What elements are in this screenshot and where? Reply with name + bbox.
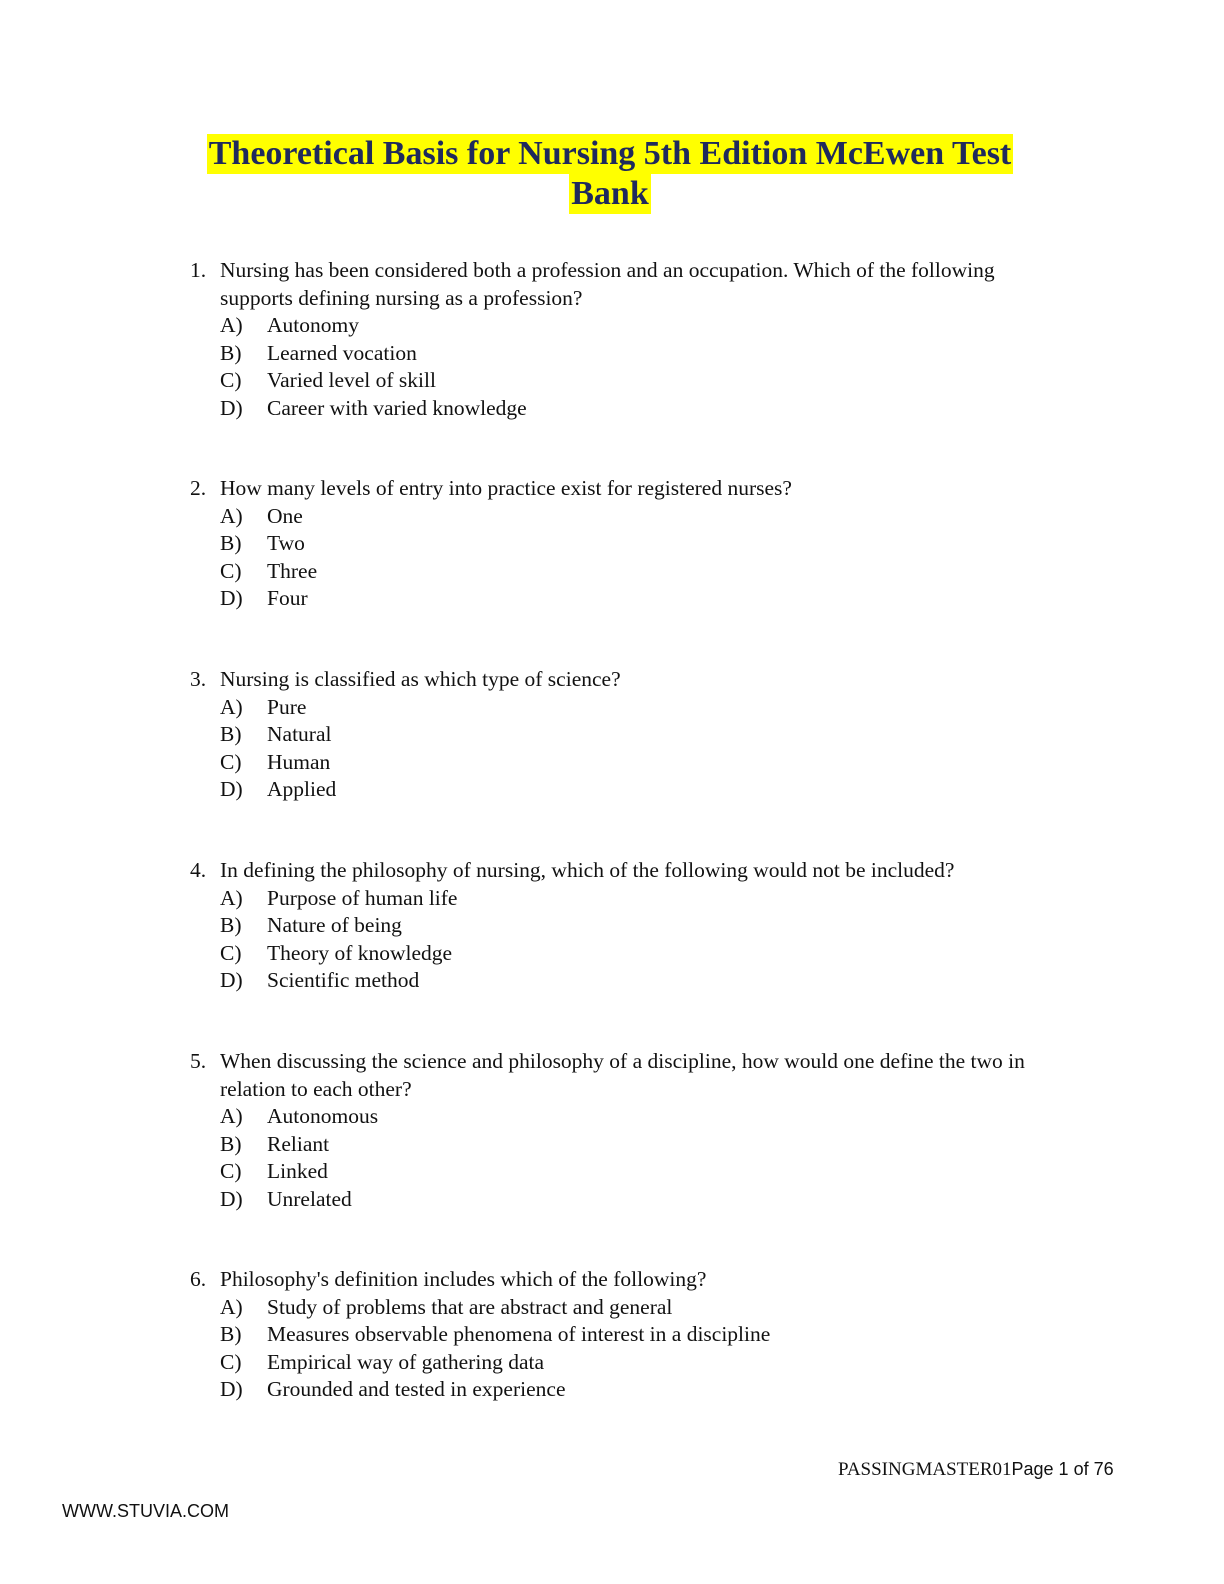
option-b xyxy=(220,1321,1070,1349)
option-text: Four xyxy=(267,586,308,610)
question-4 xyxy=(190,857,1070,1048)
option-c xyxy=(220,558,1070,586)
option-letter: A) xyxy=(220,1104,243,1128)
option-b xyxy=(220,530,1070,558)
option-d xyxy=(220,585,1070,613)
question-list xyxy=(190,257,1070,1404)
option-letter: C) xyxy=(220,1349,242,1374)
question-1 xyxy=(190,257,1070,475)
option-letter: B) xyxy=(220,722,242,746)
option-letter: C) xyxy=(220,368,242,392)
option-a xyxy=(220,312,1070,340)
option-a xyxy=(220,885,1070,913)
question-text: How many levels of entry into practice exist for registered nurses? xyxy=(220,476,792,500)
option-d xyxy=(220,395,1070,423)
option-letter: B) xyxy=(220,913,242,937)
option-list xyxy=(220,694,1070,804)
option-text: Grounded and tested in experience xyxy=(267,1377,566,1401)
option-letter: A) xyxy=(220,694,243,719)
option-text: Applied xyxy=(267,777,337,801)
question-number: 3. xyxy=(190,667,207,691)
option-b xyxy=(220,721,1070,749)
option-list xyxy=(220,1103,1070,1213)
option-list xyxy=(220,312,1070,422)
title-line-2: Bank xyxy=(571,175,649,212)
option-text: Varied level of skill xyxy=(267,368,436,392)
option-text: Reliant xyxy=(267,1131,330,1156)
option-text: Theory of knowledge xyxy=(267,940,453,965)
option-letter: D) xyxy=(220,777,243,801)
question-text: Nursing is classified as which type of science? xyxy=(220,667,621,691)
option-text: Unrelated xyxy=(267,1186,352,1211)
option-text: Learned vocation xyxy=(267,340,417,365)
question-2 xyxy=(190,475,1070,666)
question-text: Nursing has been considered both a profession and an occupation. Which of the following supports defining nursing as a profession? xyxy=(220,258,995,310)
option-text: Nature of being xyxy=(267,913,402,937)
option-text: One xyxy=(267,503,303,528)
option-b xyxy=(220,1131,1070,1159)
option-list xyxy=(220,885,1070,995)
option-d xyxy=(220,1186,1070,1214)
question-number: 2. xyxy=(190,476,207,500)
question-number: 5. xyxy=(190,1049,207,1073)
option-text: Empirical way of gathering data xyxy=(267,1349,545,1374)
option-letter: D) xyxy=(220,586,243,610)
option-letter: C) xyxy=(220,1159,242,1183)
option-a xyxy=(220,503,1070,531)
option-a xyxy=(220,1294,1070,1322)
question-text: In defining the philosophy of nursing, which of the following would not be included? xyxy=(220,858,955,882)
option-text: Human xyxy=(267,749,331,774)
option-list xyxy=(220,503,1070,613)
document-title xyxy=(130,134,1090,214)
option-letter: B) xyxy=(220,1322,242,1346)
option-letter: C) xyxy=(220,940,242,965)
title-line-1: Theoretical Basis for Nursing 5th Edition McEwen Test xyxy=(208,135,1012,172)
option-letter: D) xyxy=(220,1377,243,1401)
option-letter: D) xyxy=(220,1186,243,1211)
option-text: Autonomy xyxy=(267,313,359,337)
option-text: Pure xyxy=(267,694,307,719)
option-letter: A) xyxy=(220,885,243,910)
site-watermark: WWW.STUVIA.COM xyxy=(62,1501,229,1521)
option-letter: D) xyxy=(220,968,243,992)
question-3 xyxy=(190,666,1070,857)
option-text: Autonomous xyxy=(267,1104,379,1128)
option-d xyxy=(220,967,1070,995)
option-letter: B) xyxy=(220,1131,242,1156)
option-text: Career with varied knowledge xyxy=(267,395,527,420)
page-footer xyxy=(838,1458,1114,1481)
question-number: 1. xyxy=(190,258,207,282)
page-number: Page 1 of 76 xyxy=(1011,1459,1114,1479)
option-a xyxy=(220,694,1070,722)
option-b xyxy=(220,340,1070,368)
option-text: Measures observable phenomena of interest in a discipline xyxy=(267,1322,771,1346)
option-list xyxy=(220,1294,1070,1404)
question-6 xyxy=(190,1266,1070,1404)
option-c xyxy=(220,749,1070,777)
option-text: Linked xyxy=(267,1159,328,1183)
option-letter: A) xyxy=(220,503,243,528)
question-text: Philosophy's definition includes which of the following? xyxy=(220,1267,707,1291)
question-text: When discussing the science and philosophy of a discipline, how would one define the two in relation to each other? xyxy=(220,1049,1025,1101)
option-text: Purpose of human life xyxy=(267,885,458,910)
question-number: 6. xyxy=(190,1267,207,1291)
option-text: Natural xyxy=(267,722,332,746)
option-letter: D) xyxy=(220,395,243,420)
option-letter: A) xyxy=(220,313,243,337)
option-b xyxy=(220,912,1070,940)
option-d xyxy=(220,1376,1070,1404)
option-c xyxy=(220,1158,1070,1186)
question-5 xyxy=(190,1048,1070,1266)
option-a xyxy=(220,1103,1070,1131)
option-d xyxy=(220,776,1070,804)
option-text: Three xyxy=(267,558,318,583)
option-c xyxy=(220,367,1070,395)
option-text: Study of problems that are abstract and general xyxy=(267,1294,673,1319)
option-letter: B) xyxy=(220,531,242,555)
option-letter: C) xyxy=(220,749,242,774)
question-number: 4. xyxy=(190,858,207,882)
option-text: Scientific method xyxy=(267,968,420,992)
option-letter: A) xyxy=(220,1294,243,1319)
option-letter: C) xyxy=(220,558,242,583)
option-text: Two xyxy=(267,531,305,555)
option-c xyxy=(220,1349,1070,1377)
footer-author: PASSINGMASTER01 xyxy=(838,1459,1012,1480)
option-c xyxy=(220,940,1070,968)
option-letter: B) xyxy=(220,340,242,365)
